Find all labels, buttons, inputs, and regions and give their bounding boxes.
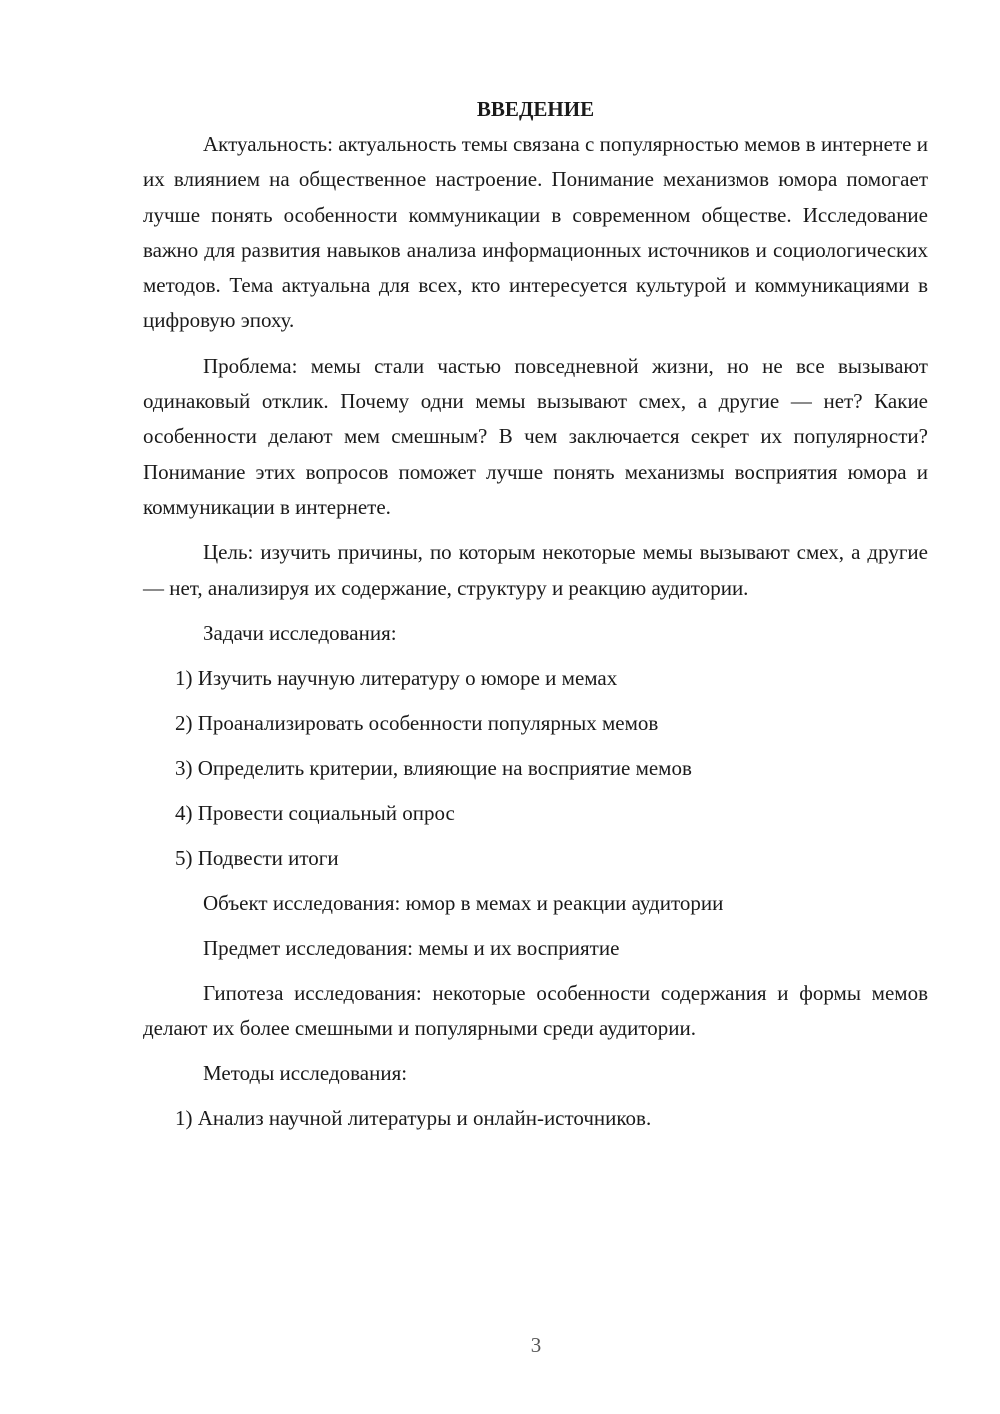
hypothesis-paragraph: Гипотеза исследования: некоторые особенности содержания и формы мемов делают их более смешными и популярными среди аудитории.: [143, 980, 928, 1041]
subject-line: Предмет исследования: мемы и их восприятие: [203, 935, 620, 960]
object-line: Объект исследования: юмор в мемах и реакции аудитории: [203, 890, 724, 915]
tasks-heading: Задачи исследования:: [203, 620, 397, 645]
task-item: 5) Подвести итоги: [175, 845, 339, 870]
goal-paragraph: Цель: изучить причины, по которым некоторые мемы вызывают смех, а другие — нет, анализируя их содержание, структуру и реакцию аудитории.: [143, 540, 928, 600]
methods-heading: Методы исследования:: [203, 1061, 408, 1086]
method-item: 1) Анализ научной литературы и онлайн-источников.: [175, 1106, 652, 1131]
task-item: 1) Изучить научную литературу о юморе и мемах: [175, 665, 618, 690]
task-item: 4) Провести социальный опрос: [175, 800, 455, 825]
task-item: 3) Определить критерии, влияющие на восприятие мемов: [175, 755, 692, 780]
document-page: [143, 92, 928, 1136]
task-item: 2) Проанализировать особенности популярных мемов: [175, 710, 659, 735]
page-number: 3: [530, 1333, 542, 1357]
section-title: ВВЕДЕНИЕ: [476, 97, 595, 121]
relevance-paragraph: Актуальность: актуальность темы связана с популярностью мемов в интернете и их влиянием на общественное настроение. Понимание механизмов юмора помогает лучше понять особенности коммуникации в современном обществе. Исследование важно для развития навыков анализа информационных источников и социологических методов. Тема актуальна для всех, кто интересуется культурой и коммуникациями в цифровую эпоху.: [143, 132, 928, 333]
problem-paragraph: Проблема: мемы стали частью повседневной жизни, но не все вызывают одинаковый отклик. Почему одни мемы вызывают смех, а другие — нет? Какие особенности делают мем смешным? В чем заключается секрет их популярности? Понимание этих вопросов поможет лучше понять механизмы восприятия юмора и коммуникации в интернете.: [143, 353, 928, 519]
